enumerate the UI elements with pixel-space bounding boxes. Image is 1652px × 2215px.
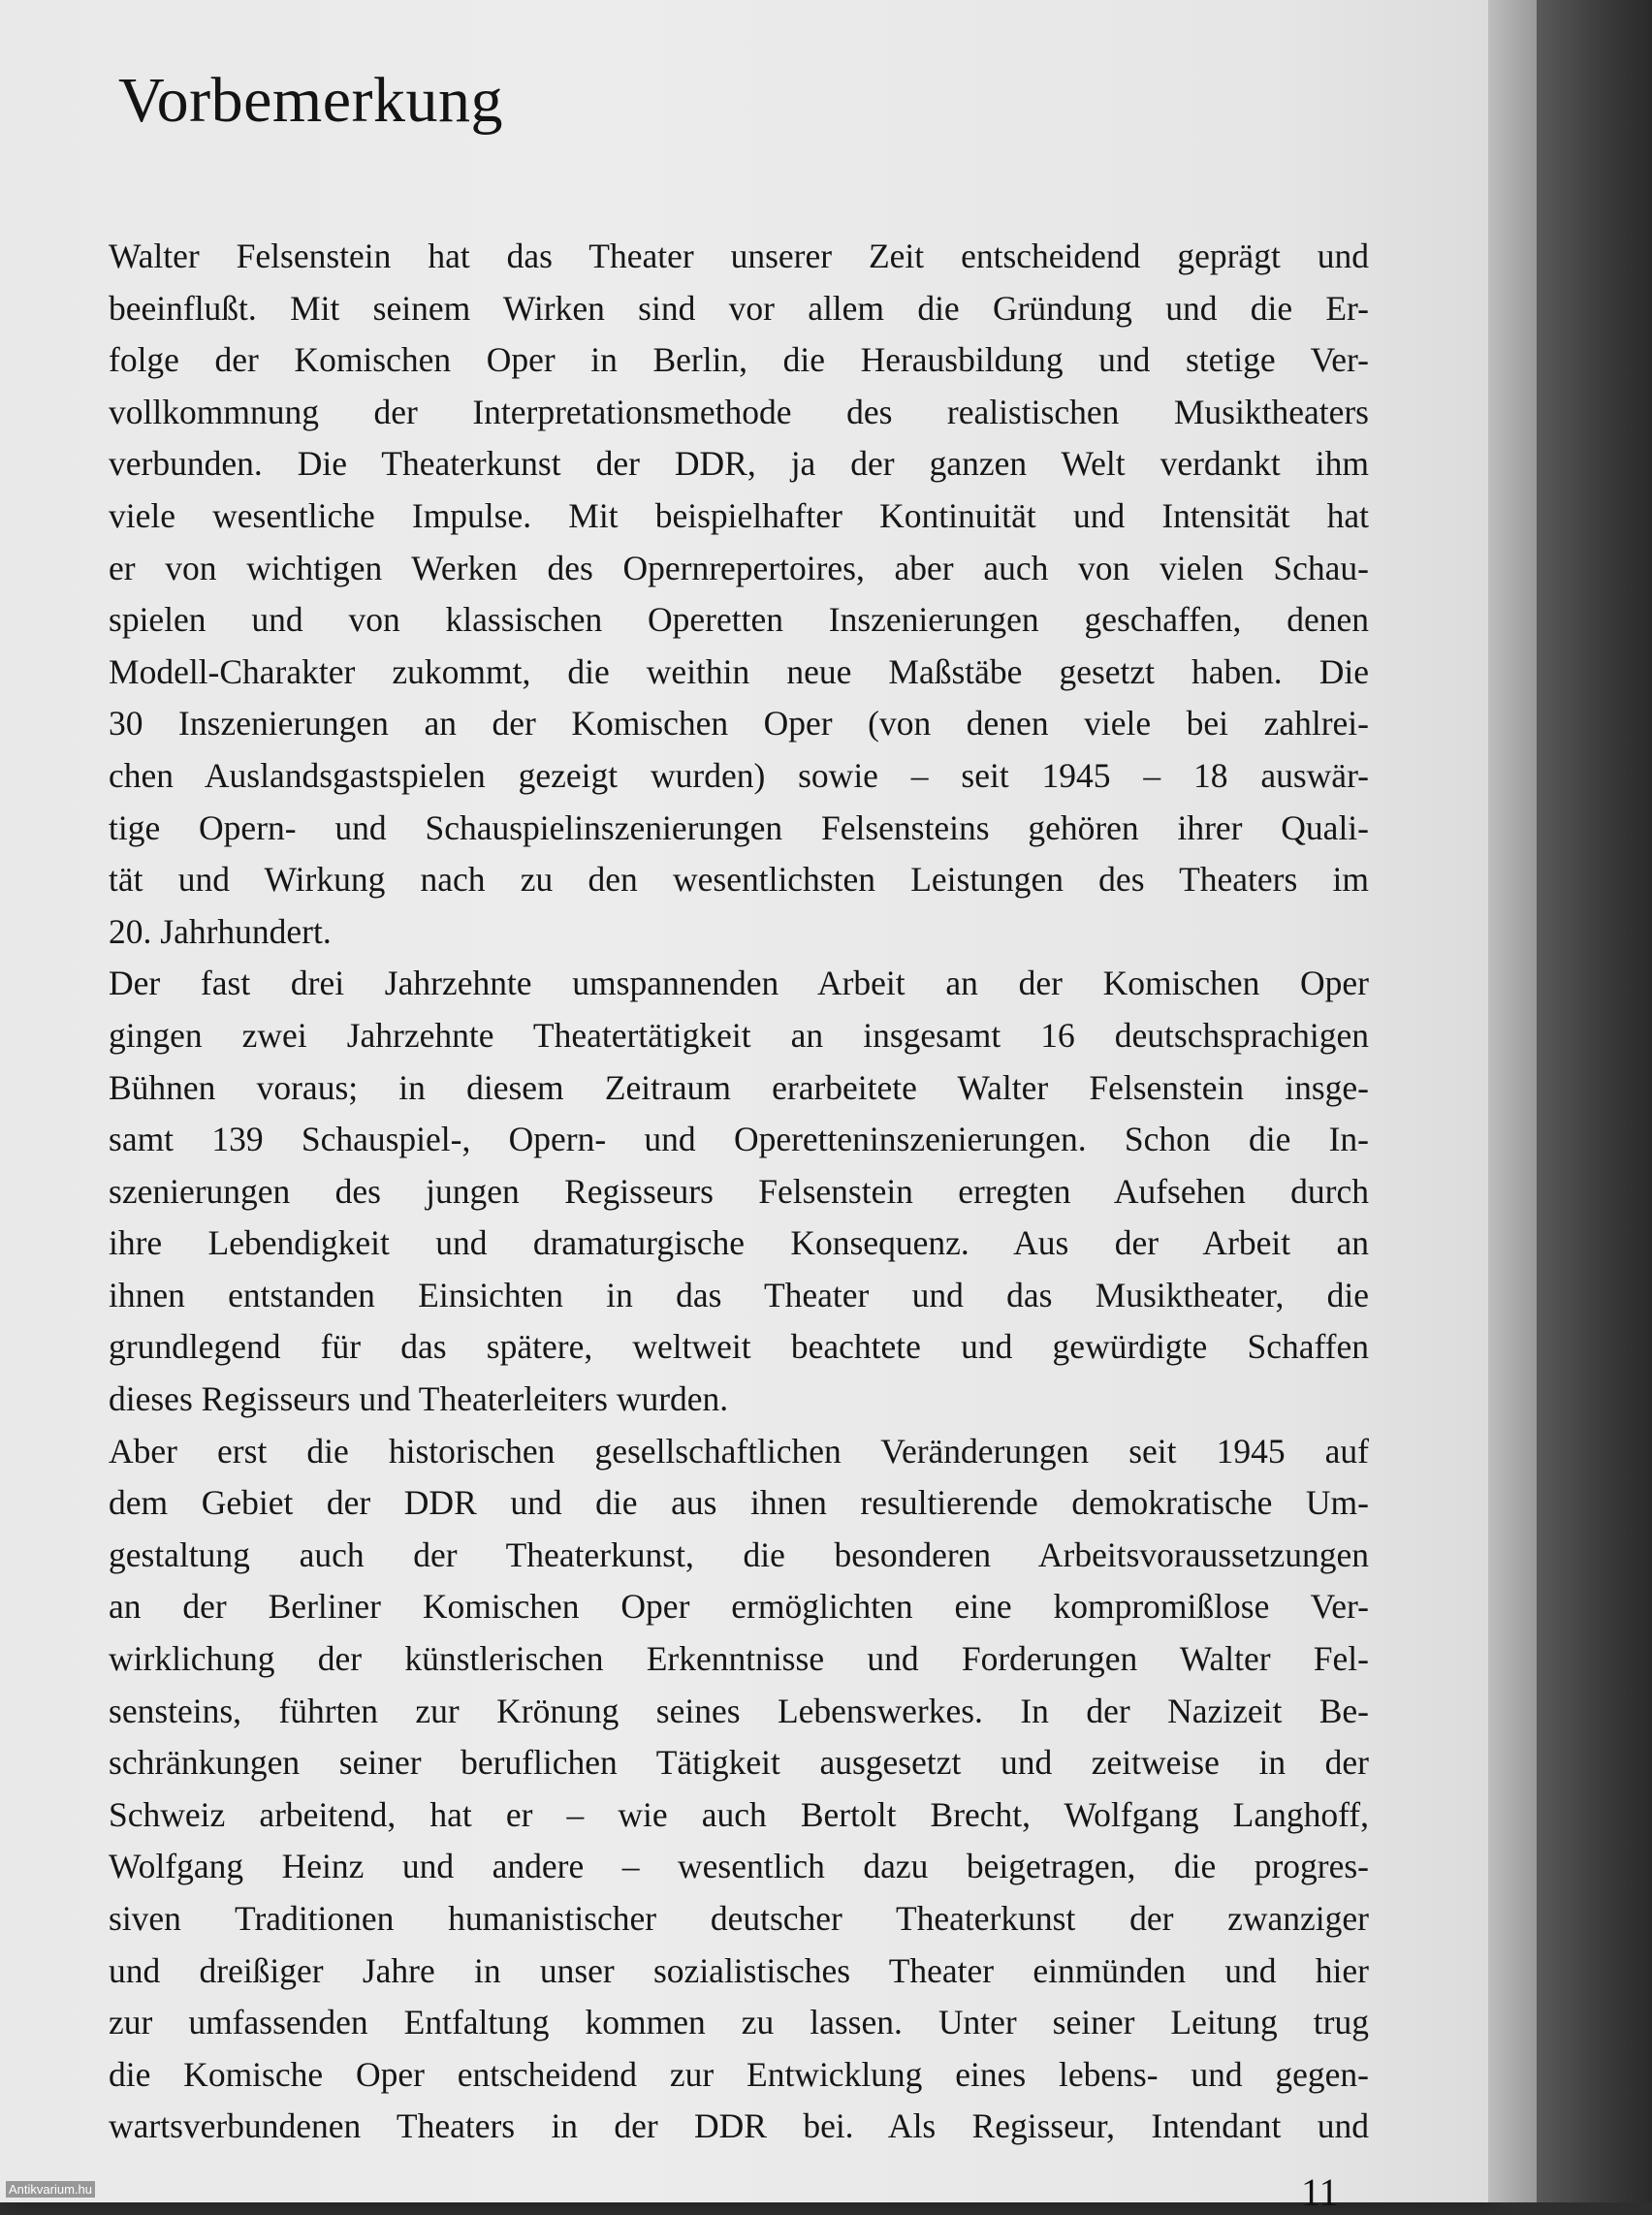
- text-line: und dreißiger Jahre in unser sozialistisches Theater einmünden und hier: [109, 1950, 1369, 1990]
- text-line: er von wichtigen Werken des Opernrepertoires, aber auch von vielen Schau-: [109, 548, 1369, 587]
- text-line: sensteins, führten zur Krönung seines Lebenswerkes. In der Nazizeit Be-: [109, 1691, 1369, 1730]
- text-line: Der fast drei Jahrzehnte umspannenden Arbeit an der Komischen Oper: [109, 964, 1369, 1003]
- text-line: gestaltung auch der Theaterkunst, die besonderen Arbeitsvoraussetzungen: [109, 1535, 1369, 1574]
- text-line: tät und Wirkung nach zu den wesentlichsten Leistungen des Theaters im: [109, 860, 1369, 900]
- text-line: die Komische Oper entscheidend zur Entwicklung eines lebens- und gegen-: [109, 2054, 1369, 2094]
- text-line: verbunden. Die Theaterkunst der DDR, ja der ganzen Welt verdankt ihm: [109, 444, 1369, 484]
- page-title: Vorbemerkung: [118, 65, 504, 136]
- text-line: an der Berliner Komischen Oper ermöglichten eine kompromißlose Ver-: [109, 1587, 1369, 1627]
- text-line: grundlegend für das spätere, weltweit beachtete und gewürdigte Schaffen: [109, 1327, 1369, 1367]
- text-line: viele wesentliche Impulse. Mit beispielhafter Kontinuität und Intensität hat: [109, 495, 1369, 535]
- text-line: Walter Felsenstein hat das Theater unserer Zeit entscheidend geprägt und: [109, 237, 1369, 275]
- text-line: szenierungen des jungen Regisseurs Felsenstein erregten Aufsehen durch: [109, 1171, 1369, 1211]
- watermark: Antikvarium.hu: [6, 2181, 95, 2198]
- text-line: wartsverbundenen Theaters in der DDR bei. Als Regisseur, Intendant und: [109, 2106, 1369, 2146]
- text-line: Bühnen voraus; in diesem Zeitraum erarbeitete Walter Felsenstein insge-: [109, 1067, 1369, 1107]
- page-number: 11: [1301, 2170, 1339, 2214]
- text-line: chen Auslandsgastspielen gezeigt wurden) sowie – seit 1945 – 18 auswär-: [109, 755, 1369, 795]
- text-line: zur umfassenden Entfaltung kommen zu lassen. Unter seiner Leitung trug: [109, 2003, 1369, 2042]
- text-line: vollkommnung der Interpretationsmethode des realistischen Musiktheaters: [109, 392, 1369, 431]
- text-line: schränkungen seiner beruflichen Tätigkeit ausgesetzt und zeitweise in der: [109, 1743, 1369, 1783]
- text-line: Aber erst die historischen gesellschaftlichen Veränderungen seit 1945 auf: [109, 1431, 1369, 1471]
- text-line: 20. Jahrhundert.: [109, 911, 332, 951]
- text-line: folge der Komischen Oper in Berlin, die Herausbildung und stetige Ver-: [109, 340, 1369, 380]
- text-line: Schweiz arbeitend, hat er – wie auch Bertolt Brecht, Wolfgang Langhoff,: [109, 1794, 1369, 1834]
- text-line: gingen zwei Jahrzehnte Theatertätigkeit an insgesamt 16 deutschsprachigen: [109, 1015, 1369, 1055]
- text-line: beeinflußt. Mit seinem Wirken sind vor allem die Gründung und die Er-: [109, 288, 1369, 328]
- text-line: wirklichung der künstlerischen Erkenntnisse und Forderungen Walter Fel-: [109, 1639, 1369, 1679]
- text-line: tige Opern- und Schauspielinszenierungen Felsensteins gehören ihrer Quali-: [109, 807, 1369, 847]
- text-line: Wolfgang Heinz und andere – wesentlich dazu beigetragen, die progres-: [109, 1847, 1369, 1886]
- text-line: samt 139 Schauspiel-, Opern- und Operetteninszenierungen. Schon die In-: [109, 1120, 1369, 1159]
- body-text: [109, 231, 1369, 2153]
- text-line: ihre Lebendigkeit und dramaturgische Konsequenz. Aus der Arbeit an: [109, 1223, 1369, 1263]
- text-line: siven Traditionen humanistischer deutscher Theaterkunst der zwanziger: [109, 1899, 1369, 1938]
- text-line: dem Gebiet der DDR und die aus ihnen resultierende demokratische Um-: [109, 1483, 1369, 1523]
- text-line: spielen und von klassischen Operetten Inszenierungen geschaffen, denen: [109, 600, 1369, 640]
- text-line: ihnen entstanden Einsichten in das Theater und das Musiktheater, die: [109, 1275, 1369, 1314]
- text-line: Modell-Charakter zukommt, die weithin neue Maßstäbe gesetzt haben. Die: [109, 651, 1369, 691]
- book-gutter-shadow: [1537, 0, 1652, 2202]
- next-page-edge: [1488, 0, 1537, 2202]
- text-line: dieses Regisseurs und Theaterleiters wurden.: [109, 1379, 729, 1419]
- text-line: 30 Inszenierungen an der Komischen Oper (von denen viele bei zahlrei-: [109, 704, 1369, 744]
